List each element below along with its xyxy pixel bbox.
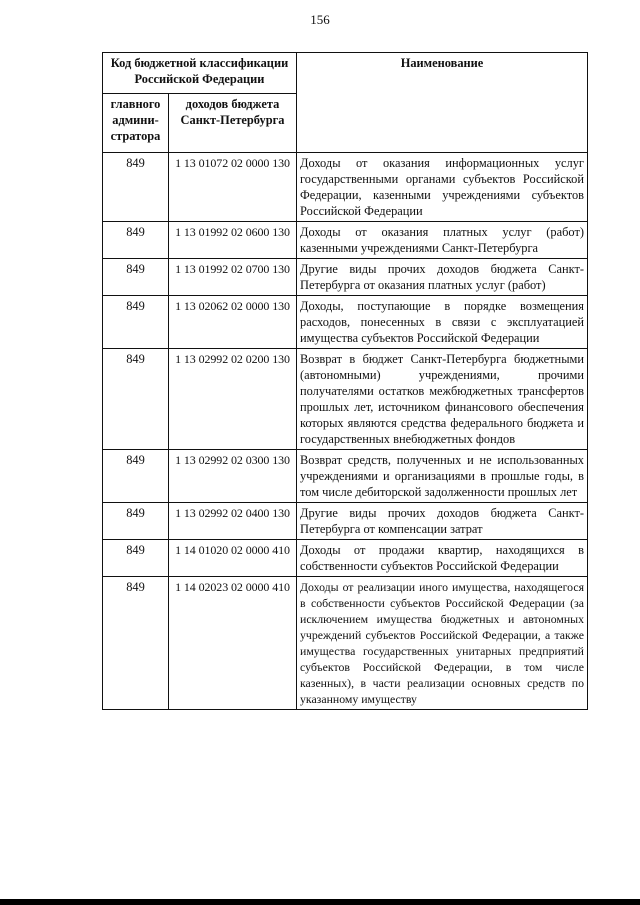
cell-admin: 849 (103, 577, 169, 710)
cell-code: 1 13 01992 02 0700 130 (169, 259, 297, 296)
cell-code: 1 13 02992 02 0200 130 (169, 349, 297, 450)
cell-admin: 849 (103, 349, 169, 450)
cell-admin: 849 (103, 259, 169, 296)
cell-code: 1 13 02992 02 0300 130 (169, 450, 297, 503)
table-row (103, 540, 588, 577)
cell-name: Другие виды прочих доходов бюджета Санкт-Петербурга от оказания платных услуг (работ) (297, 259, 588, 296)
cell-code: 1 13 02062 02 0000 130 (169, 296, 297, 349)
table-row (103, 450, 588, 503)
page-number: 156 (310, 12, 330, 27)
cell-name: Доходы от оказания платных услуг (работ) казенными учреждениями Санкт-Петербурга (297, 222, 588, 259)
cell-name: Другие виды прочих доходов бюджета Санкт-Петербурга от компенсации затрат (297, 503, 588, 540)
cell-code: 1 13 02992 02 0400 130 (169, 503, 297, 540)
cell-name: Доходы от оказания информационных услуг государственными органами субъектов Российской Федерации, казенными учреждениями субъектов Российской Федерации (297, 153, 588, 222)
table-row (103, 503, 588, 540)
table-row (103, 296, 588, 349)
header-name: Наименование (297, 53, 588, 153)
cell-name: Возврат в бюджет Санкт-Петербурга бюджетными (автономными) учреждениями, прочими получателями остатков межбюджетных трансфертов прошлых лет, источником финансового обеспечения которых являются средства федерального бюджета и государственных внебюджетных фондов (297, 349, 588, 450)
table-row (103, 153, 588, 222)
header-revenue: доходов бюджета Санкт-Петербурга (169, 94, 297, 153)
cell-name: Доходы от продажи квартир, находящихся в собственности субъектов Российской Федерации (297, 540, 588, 577)
table-row (103, 259, 588, 296)
header-row (103, 53, 588, 94)
cell-name: Доходы, поступающие в порядке возмещения расходов, понесенных в связи с эксплуатацией имущества субъектов Российской Федерации (297, 296, 588, 349)
cell-admin: 849 (103, 540, 169, 577)
cell-code: 1 14 02023 02 0000 410 (169, 577, 297, 710)
scan-bottom-edge (0, 899, 640, 905)
header-admin: главного админи-стратора (103, 94, 169, 153)
cell-admin: 849 (103, 450, 169, 503)
cell-admin: 849 (103, 503, 169, 540)
cell-name: Возврат средств, полученных и не использованных учреждениями и организациями в прошлые годы, в том числе дебиторской задолженности прошлых лет (297, 450, 588, 503)
cell-admin: 849 (103, 296, 169, 349)
table-row (103, 577, 588, 710)
cell-code: 1 13 01992 02 0600 130 (169, 222, 297, 259)
cell-code: 1 14 01020 02 0000 410 (169, 540, 297, 577)
cell-admin: 849 (103, 222, 169, 259)
cell-admin: 849 (103, 153, 169, 222)
table-row (103, 222, 588, 259)
header-code-group: Код бюджетной классификации Российской Федерации (103, 53, 297, 94)
budget-classification-table (102, 52, 588, 710)
cell-name: Доходы от реализации иного имущества, находящегося в собственности субъектов Российской Федерации (за исключением имущества бюджетных и автономных учреждений субъектов Российской Федерации, а также имущества государственных унитарных предприятий субъектов Российской Федерации, в том числе казенных), в части реализации основных средств по указанному имуществу (297, 577, 588, 710)
cell-code: 1 13 01072 02 0000 130 (169, 153, 297, 222)
table-row (103, 349, 588, 450)
